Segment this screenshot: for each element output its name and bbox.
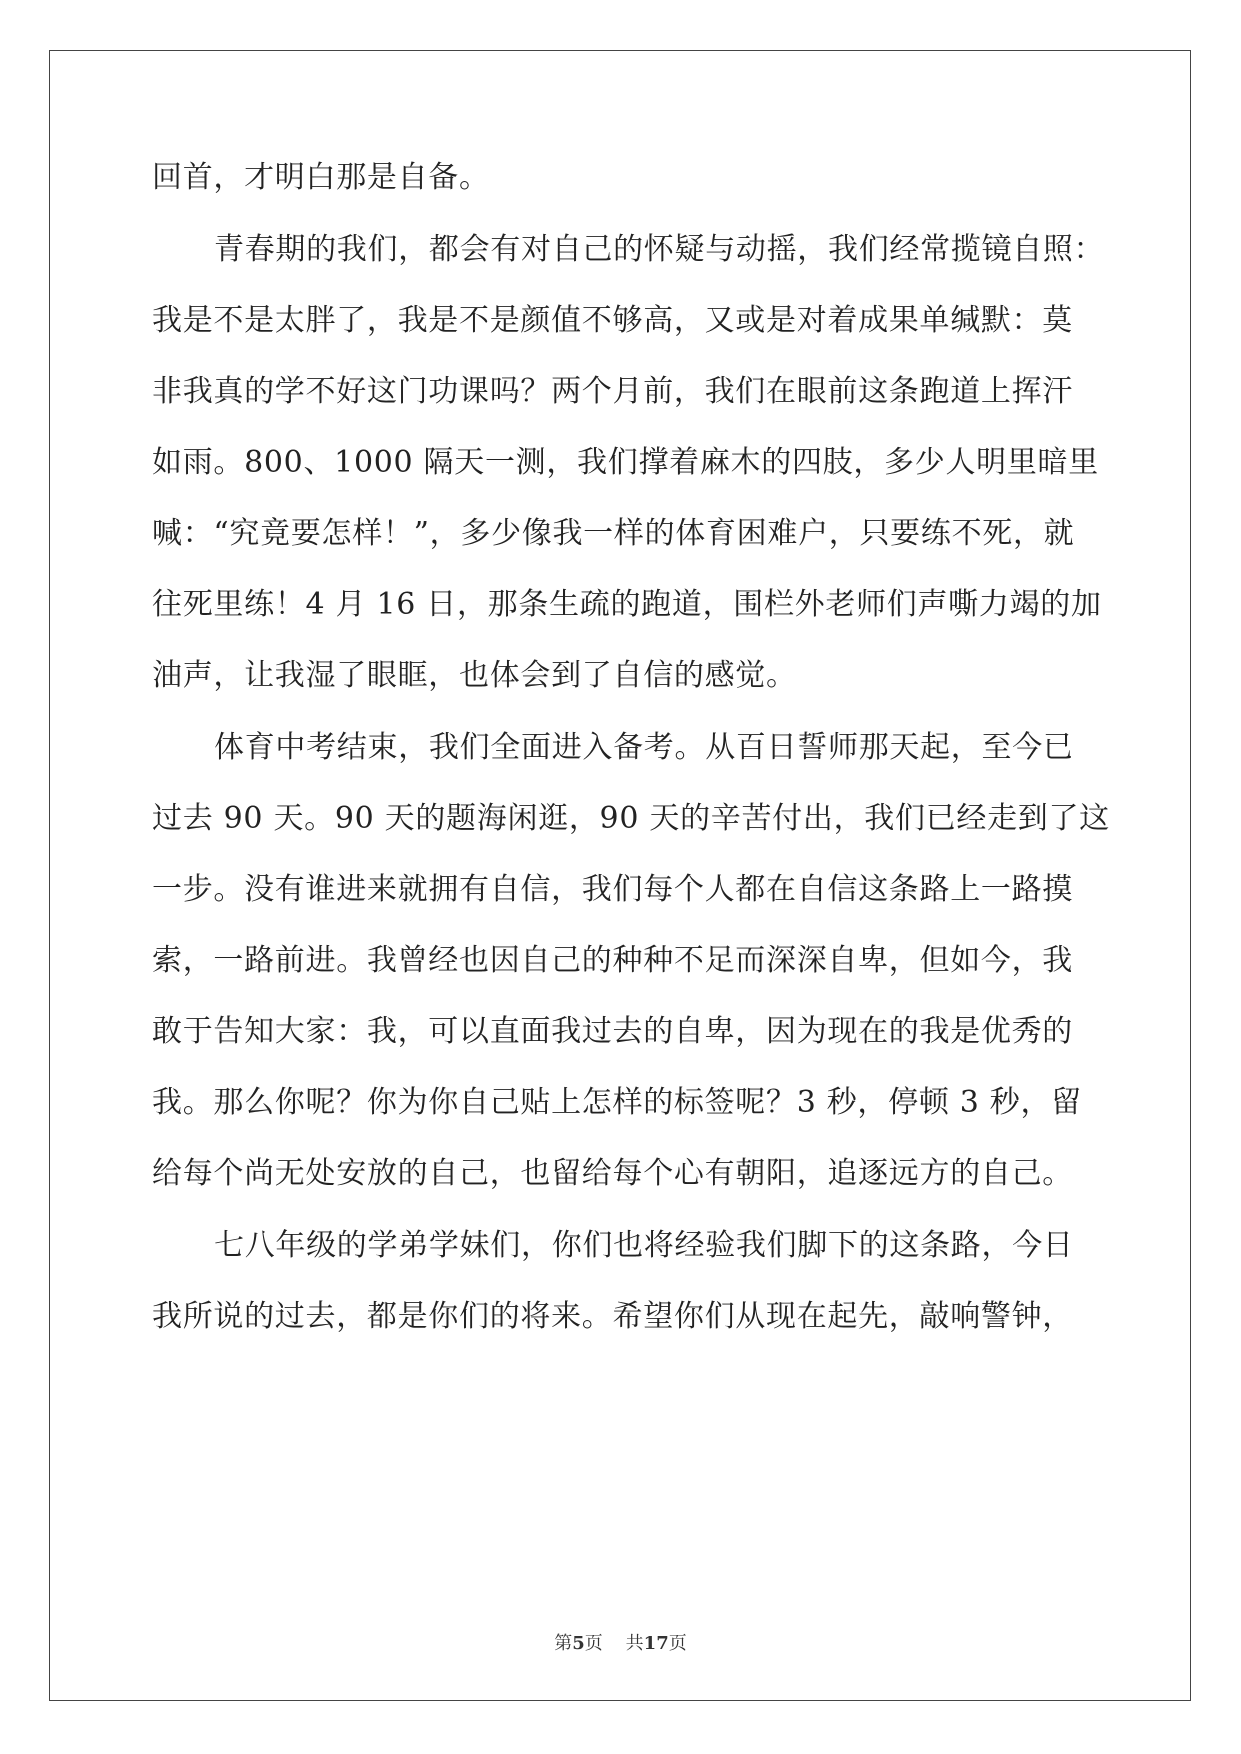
page-prefix: 第: [554, 1633, 573, 1654]
text-line-8: 油声，让我湿了眼眶，也体会到了自信的感觉。: [152, 658, 797, 693]
total-suffix: 页: [668, 1633, 687, 1654]
text-line-6: 喊：“究竟要怎样！”，多少像我一样的体育困难户，只要练不死，就: [152, 516, 1075, 551]
page-number: 5: [572, 1633, 585, 1654]
text-line-5: 如雨。800、1000 隔天一测，我们撑着麻木的四肢，多少人明里暗里: [152, 445, 1099, 480]
text-line-9: 体育中考结束，我们全面进入备考。从百日誓师那天起，至今已: [214, 730, 1074, 765]
text-line-4: 非我真的学不好这门功课吗？两个月前，我们在眼前这条跑道上挥汗: [152, 374, 1073, 409]
text-line-15: 给每个尚无处安放的自己，也留给每个心有朝阳，追逐远方的自己。: [152, 1156, 1073, 1191]
text-line-14: 我。那么你呢？你为你自己贴上怎样的标签呢？3 秒，停顿 3 秒，留: [152, 1085, 1082, 1120]
text-line-12: 索，一路前进。我曾经也因自己的种种不足而深深自卑，但如今，我: [152, 943, 1073, 978]
total-prefix: 共: [625, 1633, 644, 1654]
text-line-3: 我是不是太胖了，我是不是颜值不够高，又或是对着成果单缄默：莫: [152, 303, 1073, 338]
text-line-13: 敢于告知大家：我，可以直面我过去的自卑，因为现在的我是优秀的: [152, 1014, 1073, 1049]
text-line-10: 过去 90 天。90 天的题海闲逛，90 天的辛苦付出，我们已经走到了这: [152, 801, 1110, 836]
total-pages: 17: [643, 1633, 669, 1654]
text-line-17: 我所说的过去，都是你们的将来。希望你们从现在起先，敲响警钟，: [152, 1299, 1073, 1334]
page-suffix: 页: [584, 1633, 603, 1654]
page-footer: [0, 1632, 1241, 1656]
text-line-16: 七八年级的学弟学妹们，你们也将经验我们脚下的这条路，今日: [214, 1228, 1074, 1263]
text-line-11: 一步。没有谁进来就拥有自信，我们每个人都在自信这条路上一路摸: [152, 872, 1073, 907]
text-line-1: 回首，才明白那是自备。: [152, 160, 490, 195]
text-line-7: 往死里练！4 月 16 日，那条生疏的跑道，围栏外老师们声嘶力竭的加: [152, 587, 1102, 622]
text-line-2: 青春期的我们，都会有对自己的怀疑与动摇，我们经常揽镜自照：: [214, 232, 1105, 267]
